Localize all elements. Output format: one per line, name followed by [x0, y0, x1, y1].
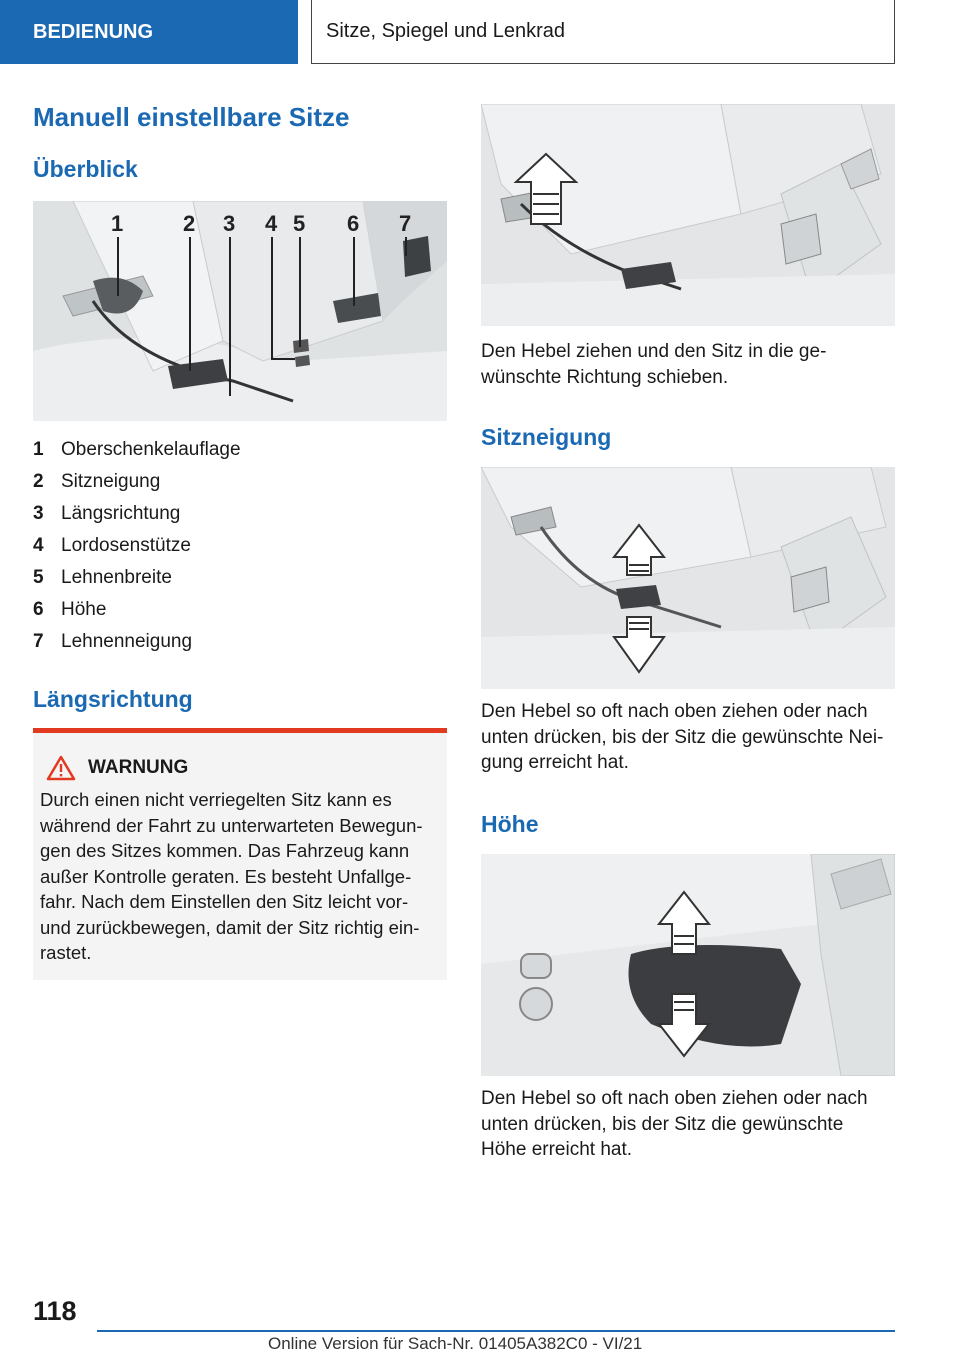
footer-text: Online Version für Sach-Nr. 01405A382C0 - VI/21 [268, 1334, 643, 1353]
list-item: 7 Lehnenneigung [33, 631, 193, 652]
footer-divider [97, 1330, 895, 1332]
laengsrichtung-text: Den Hebel ziehen und den Sitz in die ge- wünschte Richtung schieben. [481, 341, 827, 388]
list-item: 1 Oberschenkelauflage [33, 439, 241, 460]
sitzneigung-text: Den Hebel so oft nach oben ziehen oder nach unten drücken, bis der Sitz die gewünschte Nei- gung erreicht hat. [481, 701, 884, 773]
list-item: 2 Sitzneigung [33, 471, 161, 492]
svg-text:4: 4 [265, 211, 278, 236]
page-number: 118 [33, 1296, 77, 1326]
warning-box [33, 728, 447, 980]
warning-label: WARNUNG [88, 757, 189, 778]
hoehe-image [481, 854, 895, 1076]
svg-text:7: 7 [399, 211, 412, 236]
list-item: 6 Höhe [33, 599, 107, 620]
page-title: Manuell einstellbare Sitze [33, 102, 350, 132]
laengsrichtung-image [481, 104, 895, 326]
seat-overview-image [33, 201, 447, 421]
heading-hoehe: Höhe [481, 811, 539, 837]
list-item: 4 Lordosenstütze [33, 535, 191, 556]
hoehe-text: Den Hebel so oft nach oben ziehen oder nach unten drücken, bis der Sitz die gewünschte Höhe erreicht hat. [481, 1088, 868, 1160]
list-item: 5 Lehnenbreite [33, 567, 172, 588]
svg-text:2: 2 [183, 211, 196, 236]
heading-laengsrichtung: Längsrichtung [33, 686, 193, 712]
chapter-title: Sitze, Spiegel und Lenkrad [311, 0, 895, 64]
warning-icon [44, 755, 78, 781]
warning-text: Durch einen nicht verriegelten Sitz kann es während der Fahrt zu unterwarteten Bewegun- gen des Sitzes kommen. Das Fahrzeug kann außer Kontrolle geraten. Es besteht Unfallge- fahr. Nach dem Einstellen den Sitz leicht vor- und zurückbewegen, damit der Sitz richtig ein- rastet. [40, 789, 423, 963]
svg-text:6: 6 [347, 211, 360, 236]
svg-text:1: 1 [111, 211, 124, 236]
svg-text:5: 5 [293, 211, 306, 236]
sitzneigung-image [481, 467, 895, 689]
heading-overview: Überblick [33, 156, 138, 182]
list-item: 3 Längsrichtung [33, 503, 181, 524]
heading-sitzneigung: Sitzneigung [481, 424, 612, 450]
section-tab: BEDIENUNG [0, 0, 298, 64]
svg-text:3: 3 [223, 211, 236, 236]
overview-legend [33, 434, 443, 658]
